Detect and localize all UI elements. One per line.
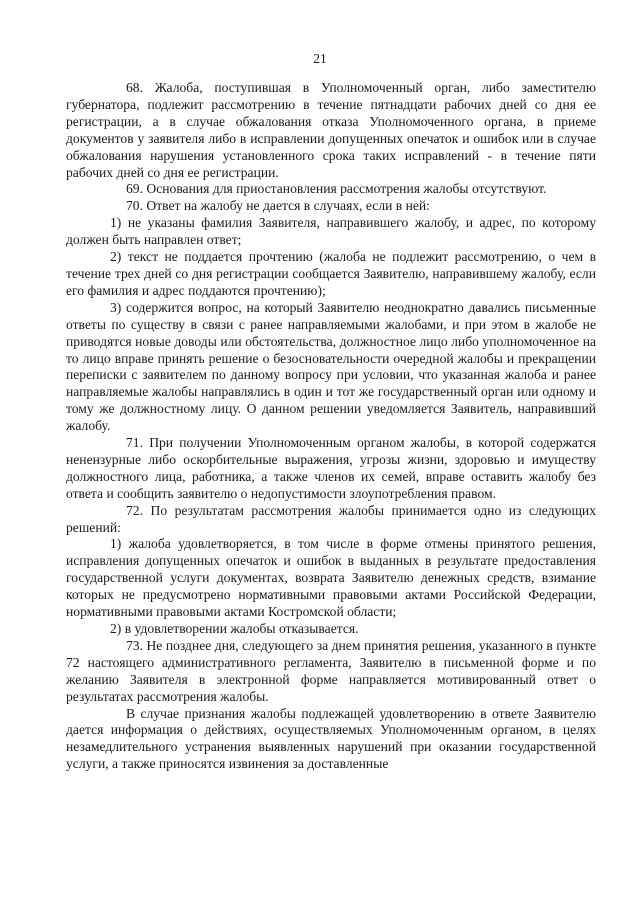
page-number: 21	[313, 51, 327, 66]
paragraph-68: 68. Жалоба, поступившая в Уполномоченный орган, либо заместителю губернатора, подлежит рассмотрению в течение пятнадцати рабочих дней со дня ее регистрации, а в случае обжалования отказа Уполномоченного органа, в приеме документов у заявителя либо в исправлении допущенных опечаток и ошибок или в случае обжалования нарушения установленного срока таких исправлений - в течение пяти рабочих дней со дня ее регистрации.	[66, 80, 596, 180]
paragraph-72-item-1: 1) жалоба удовлетворяется, в том числе в форме отмены принятого решения, исправления допущенных опечаток и ошибок в выданных в результате предоставления государственной услуги документах, возврата Заявителю денежных средств, взимание которых не предусмотрено нормативными правовыми актами Российской Федерации, нормативными правовыми актами Костромской области;	[66, 536, 596, 620]
paragraph-70-item-1: 1) не указаны фамилия Заявителя, направившего жалобу, и адрес, по которому должен быть направлен ответ;	[66, 215, 596, 248]
paragraph-70-item-3: 3) содержится вопрос, на который Заявителю неоднократно давались письменные ответы по существу в связи с ранее направляемыми жалобами, и при этом в жалобе не приводятся новые доводы или обстоятельства, должностное лицо либо уполномоченное на то лицо вправе принять решение о безосновательности очередной жалобы и прекращении переписки с заявителем по данному вопросу при условии, что указанная жалоба и ранее направляемые жалобы направлялись в один и тот же государственный орган или одному и тому же должностному лицу. О данном решении уведомляется Заявитель, направивший жалобу.	[66, 299, 596, 434]
paragraph-69: 69. Основания для приостановления рассмотрения жалобы отсутствуют.	[126, 181, 547, 197]
paragraph-70: 70. Ответ на жалобу не дается в случаях, если в ней:	[126, 198, 430, 214]
paragraph-73: 73. Не позднее дня, следующего за днем принятия решения, указанного в пункте 72 настоящего административного регламента, Заявителю в письменной форме и по желанию Заявителя в электронной форме направляется мотивированный ответ о результатах рассмотрения жалобы.	[66, 637, 596, 704]
document-body	[66, 80, 596, 773]
paragraph-72: 72. По результатам рассмотрения жалобы принимается одно из следующих решений:	[66, 502, 596, 535]
paragraph-73-continuation: В случае признания жалобы подлежащей удовлетворению в ответе Заявителю дается информация о действиях, осуществляемых Уполномоченным органом, в целях незамедлительного устранения выявленных нарушений при оказании государственной услуги, а также приносятся извинения за доставленные	[66, 705, 596, 772]
paragraph-71: 71. При получении Уполномоченным органом жалобы, в которой содержатся ненензурные либо оскорбительные выражения, угрозы жизни, здоровью и имуществу должностного лица, работника, а также членов их семей, вправе оставить жалобу без ответа и сообщить заявителю о недопустимости злоупотребления правом.	[66, 435, 596, 501]
paragraph-72-item-2: 2) в удовлетворении жалобы отказывается.	[110, 621, 359, 636]
paragraph-70-item-2: 2) текст не поддается прочтению (жалоба не подлежит рассмотрению, о чем в течение трех дней со дня регистрации сообщается Заявителю, направившему жалобу, если его фамилия и адрес поддаются прочтению);	[66, 249, 596, 298]
